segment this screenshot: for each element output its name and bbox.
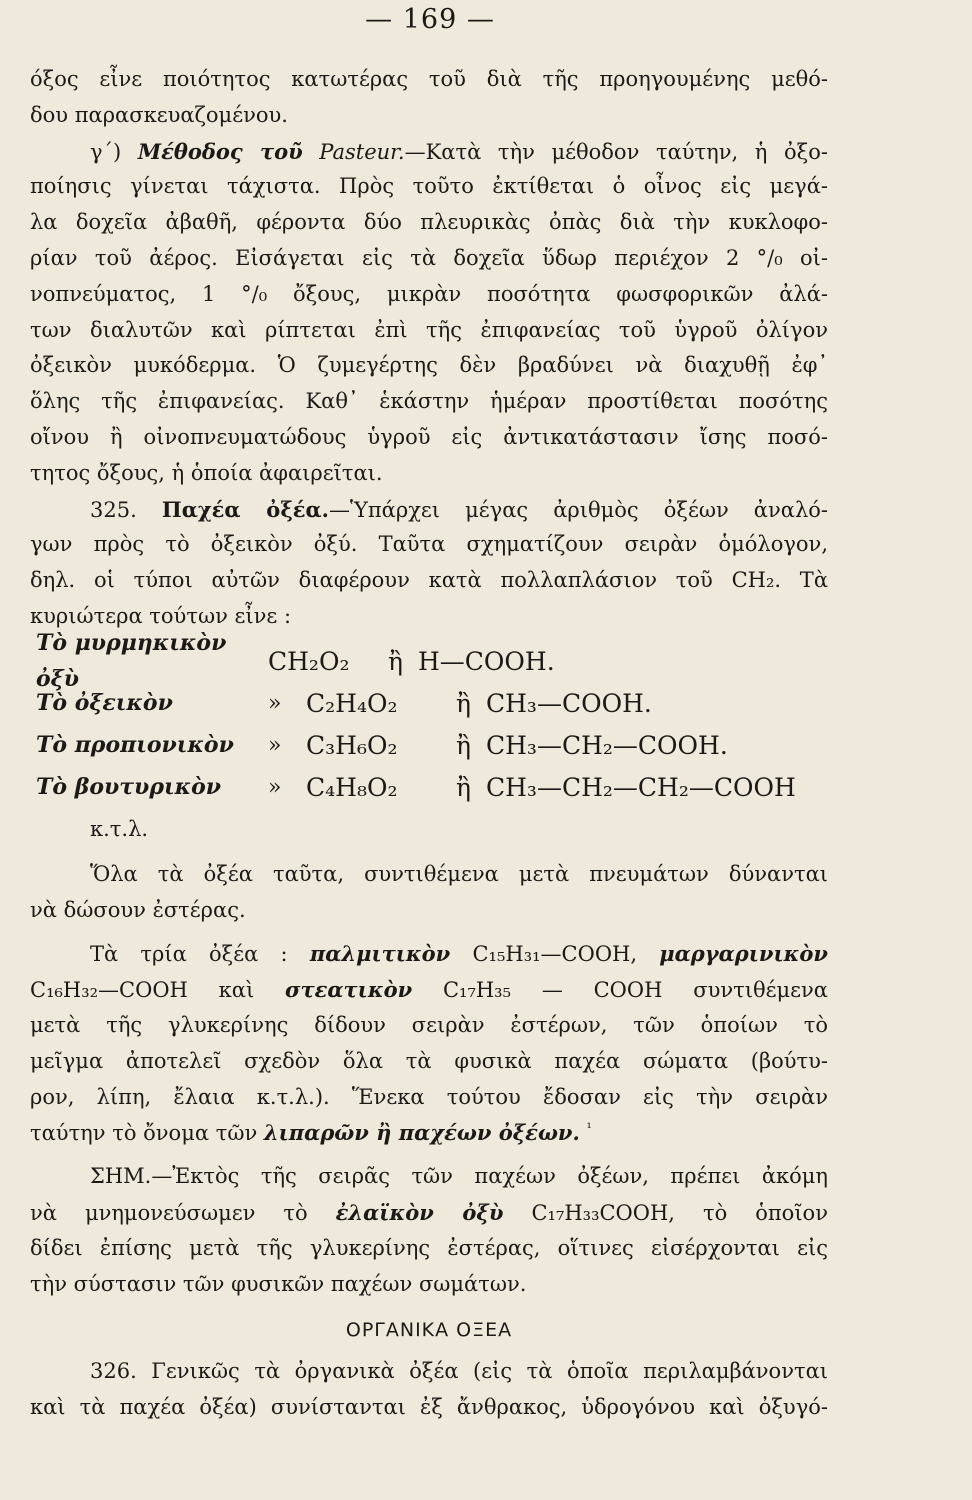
text-line: τὴν σύστασιν τῶν φυσικῶν παχέων σωμάτων. — [30, 1271, 527, 1296]
text-line: όξος εἶνε ποιότητος κατωτέρας τοῦ διὰ τῆς προηγουμένης μεθό- — [30, 67, 828, 91]
text-line: δίδει ἐπίσης μετὰ τῆς γλυκερίνης ἐστέρας, οἵτινες εἰσέρχονται εἰς — [30, 1235, 828, 1260]
method-title-name: Pasteur. — [319, 139, 405, 164]
formula: C₁₅H₃₁—COOH, — [472, 942, 638, 967]
page-number: — 169 — — [365, 4, 495, 35]
text-line: 326. Γενικῶς τὰ ὀργανικὰ ὀξέα (εἰς τὰ ὁποῖα περιλαμβάνονται — [90, 1359, 828, 1384]
etc-line: κ.τ.λ. — [90, 816, 149, 841]
fatty-last-line — [30, 1115, 828, 1151]
acid-name: Τὸ μυρμηκικὸν ὀξὺ — [36, 629, 227, 692]
acid-or: ἢ — [456, 772, 471, 802]
section-325-heading — [30, 492, 828, 528]
page-body — [30, 62, 828, 1426]
text-span: καὶ — [218, 978, 255, 1003]
text-line: μεῖγμα ἀποτελεῖ σχεδὸν ὅλα τὰ φυσικὰ παχέα σώματα (βούτυ- — [30, 1048, 828, 1073]
method-heading-line — [30, 134, 828, 170]
acid-term: λιπαρῶν ἢ παχέων ὀξέων. — [263, 1120, 580, 1146]
acid-structure: CH₃—CH₂—COOH. — [486, 730, 728, 760]
text-line: ποίησις γίνεται τάχιστα. Πρὸς τοῦτο ἐκτίθεται ὁ οἶνος εἰς μεγά- — [30, 174, 828, 199]
acid-list — [30, 629, 828, 809]
text-line: ὅλης τῆς ἐπιφανείας. Καθ᾽ ἑκάστην ἡμέραν προστίθεται ποσότης — [30, 389, 828, 414]
acid-ditto: » — [268, 732, 282, 758]
acid-formula: C₂H₄O₂ — [306, 688, 398, 718]
formula: C₁₇H₃₅ — COOH — [442, 978, 663, 1003]
acid-row — [30, 725, 828, 767]
acid-ditto: » — [268, 690, 282, 716]
note-label: ΣΗΜ. — [90, 1164, 152, 1189]
footnote-mark: ¹ — [586, 1121, 592, 1137]
text-line: τητος ὄξους, ἡ ὁποία ἀφαιρεῖται. — [30, 460, 383, 485]
section-title: Παχέα ὀξέα. — [161, 496, 329, 522]
acid-structure: CH₃—COOH. — [486, 688, 652, 718]
acid-name: Τὸ βουτυρικὸν — [36, 773, 222, 800]
acid-structure: H—COOH. — [418, 646, 555, 676]
text-span: —Ὑπάρχει μέγας ἀριθμὸς ὀξέων ἀναλό- — [329, 497, 828, 522]
text-span: —Κατὰ τὴν μέθοδον ταύτην, ἡ ὀξο- — [404, 139, 828, 164]
text-line: κυριώτερα τούτων εἶνε : — [30, 603, 292, 628]
fatty-line — [30, 972, 828, 1008]
text-span: ταύτην τὸ ὄνομα τῶν — [30, 1121, 258, 1146]
note-line — [30, 1159, 828, 1195]
text-line: γων πρὸς τὸ ὀξεικὸν ὀξύ. Ταῦτα σχηματίζουν σειρὰν ὁμόλογον, — [30, 532, 828, 557]
text-line: των διαλυτῶν καὶ ρίπτεται ἐπὶ τῆς ἐπιφανείας τοῦ ὑγροῦ ὀλίγον — [30, 317, 828, 342]
method-title: Μέθοδος τοῦ — [137, 138, 303, 164]
acid-formula: C₄H₈O₂ — [306, 772, 398, 802]
acid-term: στεατικὸν — [285, 977, 413, 1003]
text-span: τὸ ὁποῖον — [702, 1200, 828, 1225]
acid-formula: C₃H₆O₂ — [306, 730, 398, 760]
acid-row — [30, 683, 828, 725]
acid-formula: CH₂O₂ — [268, 646, 350, 676]
text-line: δηλ. οἱ τύποι αὐτῶν διαφέρουν κατὰ πολλαπλάσιον τοῦ CH₂. Τὰ — [30, 568, 828, 593]
acid-term: παλμιτικὸν — [309, 941, 451, 967]
acid-or: ἢ — [456, 688, 471, 718]
acid-row — [30, 767, 828, 809]
fatty-line — [30, 936, 828, 972]
acid-name: Τὸ προπιονικὸν — [36, 731, 234, 758]
text-span: Τὰ τρία ὀξέα : — [90, 942, 288, 967]
section-heading: ΟΡΓΑΝΙΚΑ ΟΞΕΑ — [345, 1319, 513, 1342]
acid-row — [30, 629, 828, 692]
acid-term: ἐλαϊκὸν ὀξὺ — [335, 1199, 504, 1225]
acid-or: ἢ — [456, 730, 471, 760]
method-label: γ´) — [90, 139, 122, 164]
acid-name: Τὸ ὀξεικὸν — [36, 689, 173, 716]
acid-ditto: » — [268, 774, 282, 800]
text-line: μετὰ τῆς γλυκερίνης δίδουν σειρὰν ἐστέρων, τῶν ὁποίων τὸ — [30, 1012, 828, 1037]
text-line: οἴνου ἢ οἰνοπνευματώδους ὑγροῦ εἰς ἀντικατάστασιν ἴσης ποσό- — [30, 424, 828, 449]
text-line: λα δοχεῖα ἀβαθῆ, φέροντα δύο πλευρικὰς ὀπὰς διὰ τὴν κυκλοφο- — [30, 210, 828, 235]
text-span: συντιθέμενα — [693, 978, 828, 1003]
text-line: ρίαν τοῦ ἀέρος. Εἰσάγεται εἰς τὰ δοχεῖα ὕδωρ περιέχον 2 °/₀ οἰ- — [30, 245, 828, 270]
text-line: ὀξεικὸν μυκόδερμα. Ὁ ζυμεγέρτης δὲν βραδύνει νὰ διαχυθῇ ἐφ᾽ — [30, 353, 828, 378]
formula: C₁₇H₃₃COOH, — [531, 1200, 675, 1225]
acid-term: μαργαρινικὸν — [659, 941, 828, 967]
note-line — [30, 1195, 828, 1231]
text-line: καὶ τὰ παχέα ὀξέα) συνίστανται ἐξ ἄνθρακος, ὑδρογόνου καὶ ὀξυγό- — [30, 1395, 828, 1420]
text-line: νὰ δώσουν ἐστέρας. — [30, 897, 246, 922]
text-span: —Ἐκτὸς τῆς σειρᾶς τῶν παχέων ὀξέων, πρέπει ἀκόμη — [151, 1164, 828, 1189]
text-line: Ὅλα τὰ ὀξέα ταῦτα, συντιθέμενα μετὰ πνευμάτων δύνανται — [90, 861, 828, 886]
text-line: δου παρασκευαζομένου. — [30, 102, 288, 127]
formula: C₁₆H₃₂—COOH — [30, 978, 188, 1003]
text-line: ρον, λίπη, ἔλαια κ.τ.λ.). Ἕνεκα τούτου ἔδοσαν εἰς τὴν σειρὰν — [30, 1084, 828, 1109]
text-span: νὰ μνημονεύσωμεν τὸ — [30, 1200, 308, 1225]
text-line: νοπνεύματος, 1 °/₀ ὄξους, μικρὰν ποσότητα φωσφορικῶν ἀλά- — [30, 281, 828, 306]
acid-or: ἢ — [388, 646, 403, 676]
section-number: 325. — [90, 497, 137, 522]
acid-structure: CH₃—CH₂—CH₂—COOH — [486, 772, 796, 802]
